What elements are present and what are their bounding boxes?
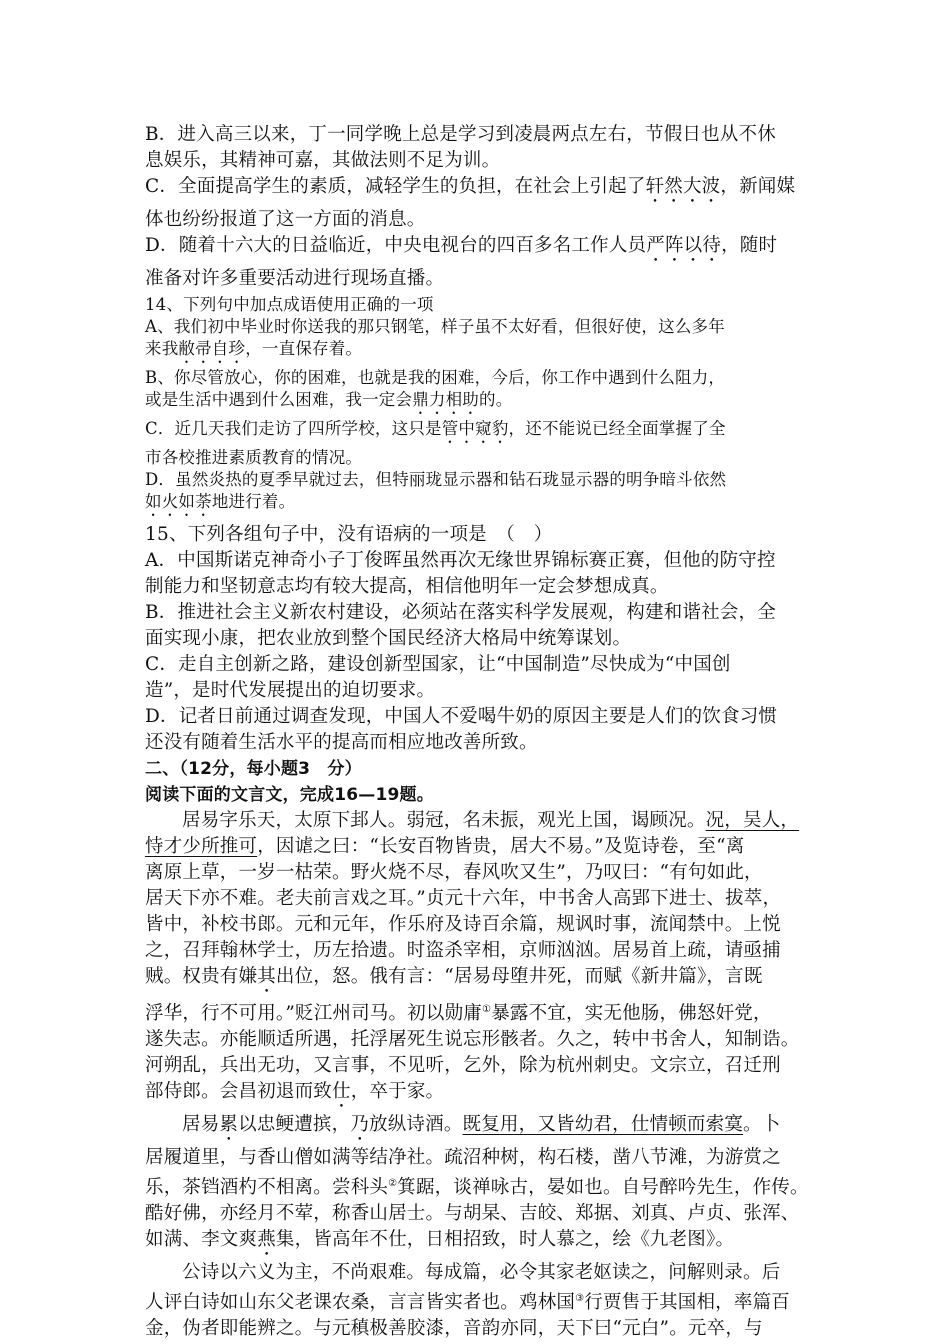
emphasized-idiom: 如火如荼 <box>145 492 212 511</box>
underlined-sentence: 况，吴人， <box>705 810 800 831</box>
footnote-marker: ① <box>482 1004 492 1015</box>
q15-option-a-line1: A．中国斯诺克神奇小子丁俊晖虽然再次无缘世界锦标赛正赛，但他的防守控 <box>145 550 776 571</box>
passage-p1-line9: 遂失志。亦能顺适所遇，托浮屠死生说忘形骸者。久之，转中书舍人，知制诰。 <box>145 1029 800 1051</box>
passage-p1-line5: 皆中，补校书郎。元和元年，作乐府及诗百余篇，规讽时事，流闻禁中。上悦 <box>145 914 781 935</box>
section-heading: 二、（12分，每小题3 分） <box>145 759 362 779</box>
emphasized-word: 其 <box>257 966 276 987</box>
section-instruction: 阅读下面的文言文，完成16—19题。 <box>145 785 434 805</box>
q15-option-c-line1: C．走自主创新之路，建设创新型国家，让“中国制造”尽快成为“中国创 <box>145 654 731 675</box>
q14-option-d-line2: 如火如荼地进行着。 <box>145 492 296 511</box>
passage-p2-line1: 居易累以忠鲠遭摈，乃放纵诗酒。既复用，又皆幼君，仕情顿而索寞。卜 <box>182 1114 781 1136</box>
passage-p2-line3: 乐，茶铛酒杓不相离。尝科头②箕踞，谈禅咏古，晏如也。自号醉吟先生，作传。 <box>145 1177 809 1199</box>
underlined-sentence: 恃才少所推可 <box>145 836 258 857</box>
passage-p1-line7: 贼。权贵有嫌其出位，怒。俄有言：“居易母堕井死，而赋《新井篇》，言既 <box>145 966 763 987</box>
q14-option-c-line1: C．近几天我们走访了四所学校，这只是管中窥豹，还不能说已经全面掌握了全 <box>145 419 726 438</box>
passage-p1-line6: 之，召拜翰林学士，历左拾遗。时盗杀宰相，京师汹汹。居易首上疏，请亟捕 <box>145 940 781 961</box>
passage-p2-line5: 如满、李文爽燕集，皆高年不仕，日相招致，时人慕之，绘《九老图》。 <box>145 1229 735 1251</box>
passage-p1-line8: 浮华，行不可用。”贬江州司马。初以勋庸①暴露不宜，实无他肠，佛怒奸党， <box>145 1003 772 1025</box>
q15-option-d-line2: 还没有随着生活水平的提高而相应地改善所致。 <box>145 732 538 753</box>
q13-option-c-line1: C．全面提高学生的素质，减轻学生的负担，在社会上引起了轩然大波，新闻媒 <box>145 176 796 197</box>
q14-option-a-line2: 来我敝帚自珍，一直保存着。 <box>145 339 363 358</box>
passage-p1-line4: 居天下亦不难。老夫前言戏之耳。”贞元十六年，中书舍人高郢下进士、拔萃， <box>145 888 782 909</box>
q13-option-b-line2: 息娱乐，其精神可嘉，其做法则不足为训。 <box>145 150 501 171</box>
emphasized-word: 乃 <box>350 1114 370 1136</box>
q15-title: 15、下列各组句子中，没有语病的一项是 （ ） <box>145 524 553 545</box>
footnote-marker: ③ <box>575 1293 585 1305</box>
q13-option-d-line1: D．随着十六大的日益临近，中央电视台的四百多名工作人员严阵以待，随时 <box>145 235 778 256</box>
passage-p1-line3: 离原上草，一岁一枯荣。野火烧不尽，春风吹又生”，乃叹曰：“有句如此， <box>145 862 763 883</box>
q15-option-a-line2: 制能力和坚韧意志均有较大提高，相信他明年一定会梦想成真。 <box>145 576 669 597</box>
emphasized-idiom: 管中窥豹 <box>441 419 509 438</box>
document-page <box>145 122 825 1342</box>
q14-option-c-line2: 市各校推进素质教育的情况。 <box>145 448 363 467</box>
emphasized-idiom: 鼎力相助 <box>412 390 480 409</box>
emphasized-idiom: 严阵以待 <box>646 235 722 256</box>
passage-p2-line4: 酷好佛，亦经月不荤，称香山居士。与胡杲、吉皎、郑据、刘真、卢贞、张浑、 <box>145 1203 800 1225</box>
q14-option-a-line1: A、我们初中毕业时你送我的那只钢笔，样子虽不太好看，但很好使，这么多年 <box>145 317 725 336</box>
q13-option-d-line2: 准备对许多重要活动进行现场直播。 <box>145 268 445 289</box>
footnote-marker: ② <box>388 1178 398 1190</box>
q13-option-c-line2: 体也纷纷报道了这一方面的消息。 <box>145 209 426 230</box>
passage-p1-line11: 部侍郎。会昌初退而致仕，卒于家。 <box>145 1081 445 1103</box>
q13-option-b-line1: B．进入高三以来，丁一同学晚上总是学习到凌晨两点左右，节假日也从不休 <box>145 124 776 145</box>
q14-option-d-line1: D．虽然炎热的夏季早就过去，但特丽珑显示器和钻石珑显示器的明争暗斗依然 <box>145 470 727 489</box>
passage-p1-line10: 河朔乱，兵出无功，又言事，不见听，乞外，除为杭州刺史。文宗立，召迁刑 <box>145 1055 781 1077</box>
q14-option-b-line1: B、你尽管放心，你的困难，也就是我的困难，今后，你工作中遇到什么阻力， <box>145 368 726 387</box>
passage-p2-line2: 居履道里，与香山僧如满等结净社。疏沼种树，构石楼，凿八节滩，为游赏之 <box>145 1147 781 1169</box>
q15-option-c-line2: 造”，是时代发展提出的迫切要求。 <box>145 680 436 701</box>
q14-option-b-line2: 或是生活中遇到什么困难，我一定会鼎力相助的。 <box>145 390 513 409</box>
emphasized-idiom: 轩然大波 <box>645 176 721 197</box>
underlined-sentence: 既复用，又皆幼君，仕情顿而索寞 <box>462 1114 744 1136</box>
passage-p3-line3: 金，伪者即能辨之。与元稹极善胶漆，音韵亦同，天下曰“元白”。元卒，与 <box>145 1318 763 1340</box>
emphasized-idiom: 敝帚自珍 <box>178 339 246 358</box>
q14-title: 14、下列句中加点成语使用正确的一项 <box>145 295 434 314</box>
emphasized-word: 累 <box>219 1114 239 1136</box>
emphasized-word: 燕 <box>257 1229 276 1251</box>
q15-option-b-line1: B．推进社会主义新农村建设，必须站在落实科学发展观，构建和谐社会，全 <box>145 602 776 623</box>
q15-option-b-line2: 面实现小康，把农业放到整个国民经济大格局中统筹谋划。 <box>145 628 632 649</box>
q15-option-d-line1: D．记者日前通过调查发现，中国人不爱喝牛奶的原因主要是人们的饮食习惯 <box>145 706 778 727</box>
passage-p1-line2: 恃才少所推可，因谑之曰：“长安百物皆贵，居大不易。”及览诗卷，至“离 <box>145 836 745 857</box>
passage-p3-line2: 人评白诗如山东父老课农桑，言言皆实者也。鸡林国③行贾售于其国相，率篇百 <box>145 1292 790 1314</box>
passage-p1-line1: 居易字乐天，太原下邽人。弱冠，名未振，观光上国，谒顾况。况，吴人， <box>182 810 800 831</box>
passage-p3-line1: 公诗以六义为主，不尚艰难。每成篇，必令其家老妪读之，问解则录。后 <box>182 1262 781 1284</box>
emphasized-word: 仕 <box>332 1081 351 1103</box>
